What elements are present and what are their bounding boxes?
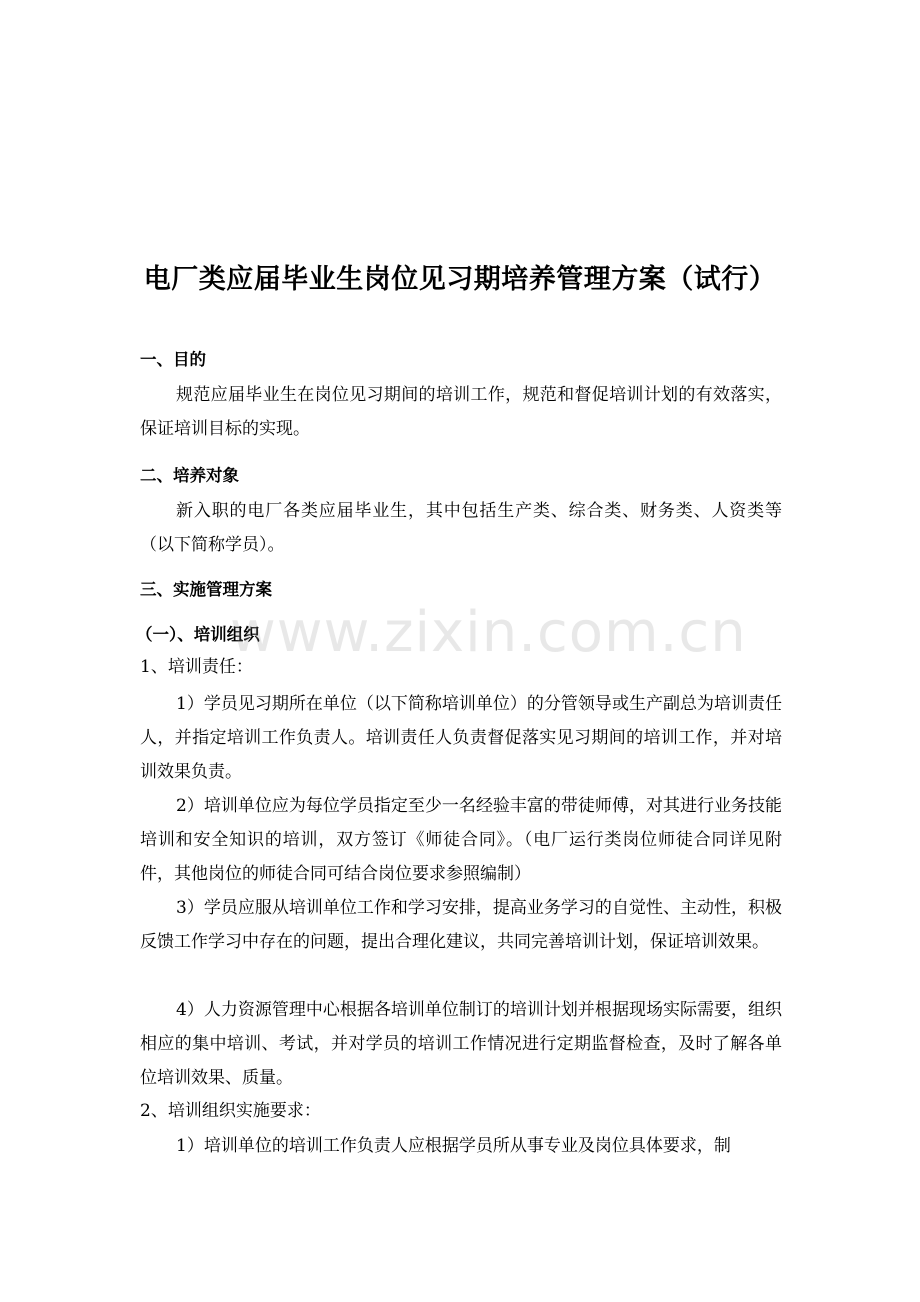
section-heading-purpose: 一、目的: [140, 350, 206, 369]
document-title: 电厂类应届毕业生岗位见习期培养管理方案（试行）: [143, 264, 777, 295]
paragraph-purpose: 规范应届毕业生在岗位见习期间的培训工作，规范和督促培训计划的有效落实，保证培训目标的实现。: [140, 385, 782, 439]
responsibility-item: 4）人力资源管理中心根据各培训单位制订的培训计划并根据现场实际需要，组织相应的集中培训、考试，并对学员的培训工作情况进行定期监督检查，及时了解各单位培训效果、质量。: [140, 1000, 782, 1088]
responsibility-item: 3）学员应服从培训单位工作和学习安排，提高业务学习的自觉性、主动性，积极反馈工作学习中存在的问题，提出合理化建议，共同完善培训计划，保证培训效果。: [140, 898, 782, 952]
paragraph-target: 新入职的电厂各类应届毕业生，其中包括生产类、综合类、财务类、人资类等（以下简称学员）。: [140, 501, 782, 555]
responsibility-item: 2）培训单位应为每位学员指定至少一名经验丰富的带徒师傅，对其进行业务技能培训和安全知识的培训，双方签订《师徒合同》。（电厂运行类岗位师徒合同详见附件，其他岗位的师徒合同可结合岗位要求参照编制）: [140, 796, 782, 884]
item-heading-requirements: 2、培训组织实施要求：: [140, 1101, 321, 1121]
subsection-heading-organization: （一）、培训组织: [136, 625, 260, 644]
requirement-item: 1）培训单位的培训工作负责人应根据学员所从事专业及岗位具体要求，制: [176, 1136, 731, 1156]
item-heading-responsibility: 1、培训责任：: [140, 657, 253, 677]
section-heading-target: 二、培养对象: [140, 466, 239, 485]
responsibility-item: 1）学员见习期所在单位（以下简称培训单位）的分管领导或生产副总为培训责任人，并指定培训工作负责人。培训责任人负责督促落实见习期间的培训工作，并对培训效果负责。: [140, 694, 782, 782]
watermark: www.zixin.com.cn: [230, 600, 747, 665]
section-heading-plan: 三、实施管理方案: [140, 580, 272, 599]
